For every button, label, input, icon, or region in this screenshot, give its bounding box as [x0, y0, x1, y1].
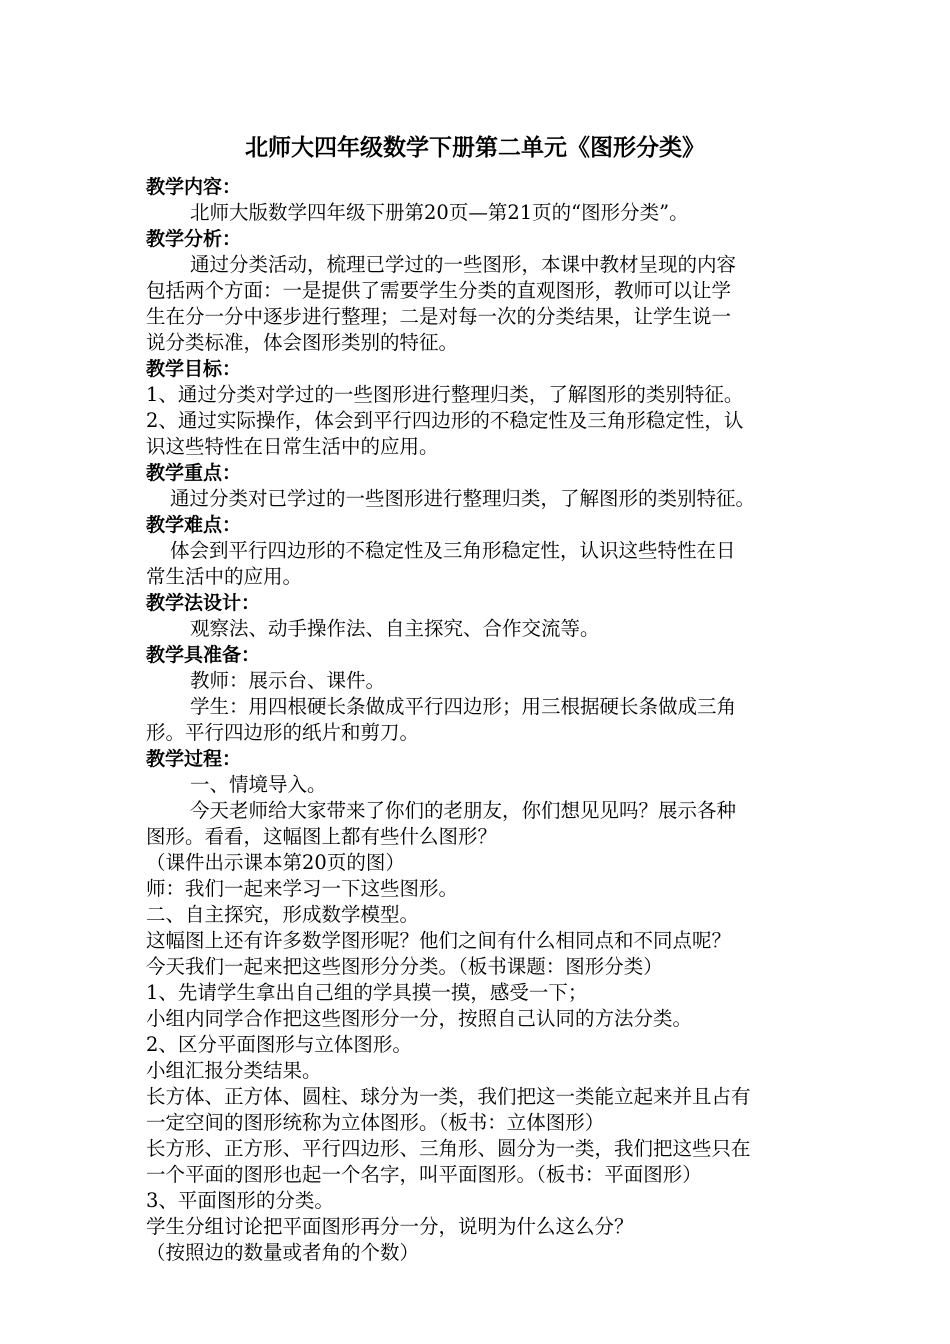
text-line: 观察法、动手操作法、自主探究、合作交流等。 — [190, 617, 600, 640]
text-line: 学生：用四根硬长条做成平行四边形；用三根据硬长条做成三角 — [190, 695, 737, 718]
section-heading: 教学目标： — [146, 358, 242, 380]
section-heading: 教学内容： — [146, 176, 242, 198]
section-heading: 教学难点： — [146, 514, 242, 536]
text-line: 二、自主探究，形成数学模型。 — [146, 903, 420, 926]
text-line: 一、情境导入。 — [190, 773, 327, 796]
section-heading: 教学具准备： — [146, 644, 261, 666]
text-line: 1、先请学生拿出自己组的学具摸一摸，感受一下； — [146, 981, 588, 1004]
document-body — [146, 174, 826, 1266]
text-line: 一定空间的图形统称为立体图形。（板书：立体图形） — [146, 1111, 605, 1134]
text-line: （按照边的数量或者角的个数） — [146, 1241, 420, 1264]
text-line: 长方体、正方体、圆柱、球分为一类，我们把这一类能立起来并且占有 — [146, 1085, 751, 1108]
text-line: 今天我们一起来把这些图形分分类。（板书课题：图形分类） — [146, 955, 663, 978]
section-heading: 教学过程： — [146, 748, 242, 770]
text-line: 教师：展示台、课件。 — [190, 669, 386, 692]
text-line: 小组汇报分类结果。 — [146, 1059, 322, 1082]
text-line: 形。平行四边形的纸片和剪刀。 — [146, 721, 420, 744]
text-line: 通过分类对已学过的一些图形进行整理归类，了解图形的类别特征。 — [170, 487, 756, 510]
text-line: 1、通过分类对学过的一些图形进行整理归类，了解图形的类别特征。 — [146, 383, 744, 406]
document-title: 北师大四年级数学下册第二单元《图形分类》 — [245, 135, 705, 161]
section-heading: 教学分析： — [146, 228, 242, 250]
text-line: 包括两个方面：一是提供了需要学生分类的直观图形，教师可以让学 — [146, 279, 732, 302]
text-line: 长方形、正方形、平行四边形、三角形、圆分为一类，我们把这些只在 — [146, 1137, 751, 1160]
text-line: 这幅图上还有许多数学图形呢？他们之间有什么相同点和不同点呢？ — [146, 929, 732, 952]
text-line: 识这些特性在日常生活中的应用。 — [146, 435, 439, 458]
text-line: 今天老师给大家带来了你们的老朋友，你们想见见吗？展示各种 — [190, 799, 737, 822]
text-line: 北师大版数学四年级下册第20页—第21页的“图形分类”。 — [190, 201, 689, 224]
text-line: 一个平面的图形也起一个名字，叫平面图形。（板书：平面图形） — [146, 1163, 702, 1186]
text-line: 说分类标准，体会图形类别的特征。 — [146, 331, 459, 354]
text-line: 通过分类活动，梳理已学过的一些图形，本课中教材呈现的内容 — [190, 253, 737, 276]
text-line: 生在分一分中逐步进行整理；二是对每一次的分类结果，让学生说一 — [146, 305, 732, 328]
text-line: 常生活中的应用。 — [146, 565, 303, 588]
text-line: 3、平面图形的分类。 — [146, 1189, 334, 1212]
text-line: 图形。看看，这幅图上都有些什么图形？ — [146, 825, 498, 848]
text-line: 体会到平行四边形的不稳定性及三角形稳定性，认识这些特性在日 — [170, 539, 736, 562]
text-line: 学生分组讨论把平面图形再分一分，说明为什么这么分？ — [146, 1215, 634, 1238]
text-line: 师：我们一起来学习一下这些图形。 — [146, 877, 459, 900]
text-line: （课件出示课本第20页的图） — [146, 851, 405, 874]
text-line: 2、区分平面图形与立体图形。 — [146, 1033, 412, 1056]
text-line: 小组内同学合作把这些图形分一分，按照自己认同的方法分类。 — [146, 1007, 693, 1030]
section-heading: 教学法设计： — [146, 592, 261, 614]
section-heading: 教学重点： — [146, 462, 242, 484]
text-line: 2、通过实际操作，体会到平行四边形的不稳定性及三角形稳定性，认 — [146, 409, 744, 432]
